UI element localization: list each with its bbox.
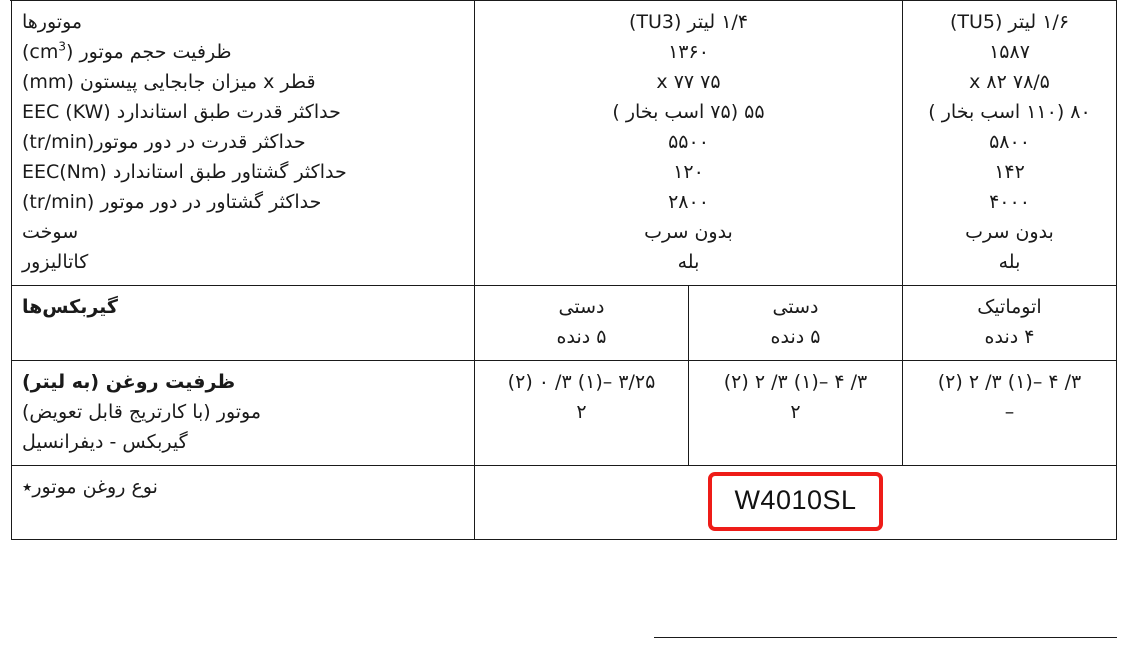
gearbox-col2-speeds: ۵ دنده (770, 326, 821, 349)
engines-tu5-torque-rpm: ۴۰۰۰ (989, 191, 1030, 214)
specifications-table (11, 0, 1117, 540)
engines-tu3-max-torque: ۱۲۰ (673, 161, 704, 184)
gearbox-col3-speeds: ۵ دنده (556, 326, 607, 349)
engines-tu5-name: ۱/۶ لیتر (TU5) (949, 11, 1070, 33)
bottom-border-rule (654, 637, 1117, 638)
engines-tu5-fuel: بدون سرب (965, 221, 1054, 244)
label-max-torque: حداکثر گشتاور طبق استاندارد EEC(Nm) (21, 161, 347, 184)
engines-tu3-max-power: ۵۵ (۷۵ اسب بخار ) (612, 101, 765, 124)
oil-capacity-col-3 (474, 361, 688, 466)
label-displacement: ظرفیت حجم موتور $(cm^3)$ (21, 39, 232, 64)
table-row-gearbox (11, 286, 1116, 361)
oil-capacity-col-2 (689, 361, 903, 466)
oil-type-label-cell (11, 466, 474, 540)
oil-capacity-col3-gearbox: ۲ (576, 401, 587, 424)
gearbox-col-2 (689, 286, 903, 361)
table-row-oil-capacity (11, 361, 1116, 466)
label-engines: موتورها (21, 11, 83, 33)
label-catalyst: کاتالیزور (21, 251, 89, 274)
oil-capacity-col1-gearbox: – (1004, 401, 1015, 424)
engines-col-tu3 (474, 1, 902, 286)
engines-col-tu5 (903, 1, 1117, 286)
gearbox-col3-type: دستی (558, 296, 605, 319)
engines-tu5-displacement: ۱۵۸۷ (989, 41, 1030, 64)
engines-tu3-name: ۱/۴ لیتر (TU3) (628, 11, 749, 33)
oil-capacity-col2-engine: ۳/ ۴ –(۱) ۳/ ۲ (۲) (723, 371, 868, 394)
gearbox-label-cell (11, 286, 474, 361)
engines-tu3-bore-stroke: ۷۵ x ۷۷ (656, 71, 721, 94)
engines-tu5-bore-stroke: ۷۸/۵ x ۸۲ (969, 71, 1050, 94)
engines-tu3-displacement: ۱۳۶۰ (668, 41, 709, 64)
gearbox-col-1 (903, 286, 1117, 361)
label-oil-capacity-gearbox: گیربکس - دیفرانسیل (21, 431, 188, 454)
table-row-engines (11, 1, 1116, 286)
oil-capacity-label-cell (11, 361, 474, 466)
engines-tu3-power-rpm: ۵۵۰۰ (668, 131, 709, 154)
label-max-power: حداکثر قدرت طبق استاندارد EEC (KW) (21, 101, 341, 124)
gearbox-col1-speeds: ۴ دنده (984, 326, 1035, 349)
label-fuel: سوخت (21, 221, 79, 244)
label-oil-type: نوع روغن موتور٭ (21, 476, 158, 499)
oil-capacity-col2-gearbox: ۲ (790, 401, 801, 424)
gearbox-col1-type: اتوماتیک (977, 296, 1042, 319)
oil-capacity-col-1 (903, 361, 1117, 466)
label-bore-stroke: قطر x میزان جابجایی پیستون (mm) (21, 71, 316, 94)
gearbox-col-3 (474, 286, 688, 361)
gearbox-col2-type: دستی (772, 296, 819, 319)
label-oil-capacity: ظرفیت روغن (به لیتر) (21, 371, 236, 394)
label-gearboxes: گیربکس‌ها (21, 296, 118, 319)
label-torque-rpm: حداکثر گشتاور در دور موتور (tr/min) (21, 191, 322, 214)
engines-label-cell (11, 1, 474, 286)
engines-tu3-torque-rpm: ۲۸۰۰ (668, 191, 709, 214)
table-row-oil-type (11, 466, 1116, 540)
oil-capacity-col1-engine: ۳/ ۴ –(۱) ۳/ ۲ (۲) (937, 371, 1082, 394)
engines-tu5-catalyst: بله (998, 251, 1021, 274)
engines-tu5-power-rpm: ۵۸۰۰ (989, 131, 1030, 154)
engines-tu3-fuel: بدون سرب (644, 221, 733, 244)
engines-tu5-max-torque: ۱۴۲ (994, 161, 1025, 184)
top-border-rule (10, 0, 1117, 1)
engines-tu5-max-power: ۸۰ (۱۱۰ اسب بخار ) (928, 101, 1091, 124)
label-power-rpm: حداکثر قدرت در دور موتور(tr/min) (21, 131, 306, 154)
oil-capacity-col3-engine: ۳/۲۵ –(۱) ۳/ ۰ (۲) (507, 371, 656, 394)
engines-tu3-catalyst: بله (677, 251, 700, 274)
label-oil-capacity-engine: موتور (با کارتریج قابل تعویض) (21, 401, 262, 424)
oil-type-code-highlight: W4010SL (708, 472, 882, 531)
oil-type-value-cell (474, 466, 1116, 540)
